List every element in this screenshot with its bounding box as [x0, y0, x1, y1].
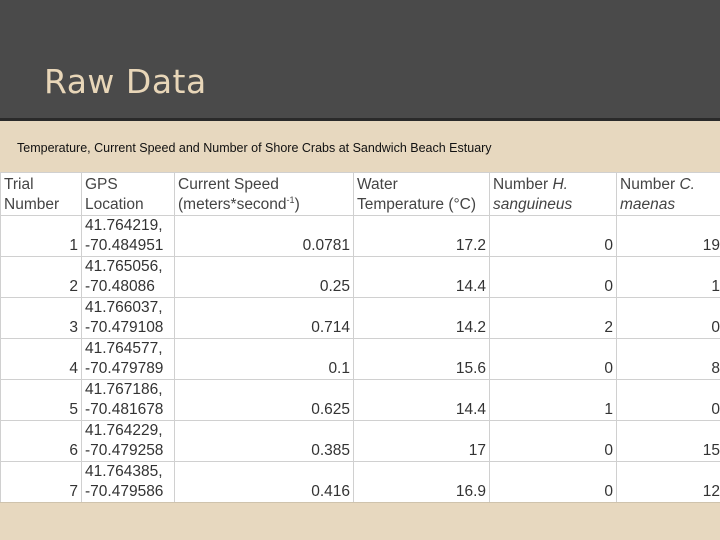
slide-subtitle: Temperature, Current Speed and Number of Shore Crabs at Sandwich Beach Estuary [17, 141, 492, 155]
table-row [1, 421, 720, 462]
cell-gps: 41.764229, -70.479258 [82, 421, 175, 462]
cell-h-sanguineus: 0 [490, 462, 617, 503]
cell-gps: 41.767186, -70.481678 [82, 380, 175, 421]
cell-current-speed: 0.714 [175, 298, 354, 339]
cell-trial: 5 [1, 380, 82, 421]
title-bar [0, 0, 720, 121]
cell-c-maenas: 0 [617, 298, 720, 339]
cell-water-temp: 17 [354, 421, 490, 462]
cell-current-speed: 0.625 [175, 380, 354, 421]
cell-trial: 3 [1, 298, 82, 339]
table-row [1, 462, 720, 503]
cell-c-maenas: 15 [617, 421, 720, 462]
cell-trial: 4 [1, 339, 82, 380]
cell-gps: 41.764219, -70.484951 [82, 216, 175, 257]
cell-current-speed: 0.385 [175, 421, 354, 462]
cell-gps: 41.765056, -70.48086 [82, 257, 175, 298]
cell-current-speed: 0.0781 [175, 216, 354, 257]
cell-h-sanguineus: 2 [490, 298, 617, 339]
cell-h-sanguineus: 1 [490, 380, 617, 421]
raw-data-table [0, 172, 720, 502]
cell-trial: 2 [1, 257, 82, 298]
header-row [1, 173, 720, 216]
cell-trial: 6 [1, 421, 82, 462]
cell-current-speed: 0.1 [175, 339, 354, 380]
cell-gps: 41.764385, -70.479586 [82, 462, 175, 503]
cell-trial: 1 [1, 216, 82, 257]
cell-water-temp: 14.4 [354, 257, 490, 298]
header-water-temperature: Water Temperature (°C) [354, 173, 490, 216]
cell-c-maenas: 12 [617, 462, 720, 503]
cell-current-speed: 0.416 [175, 462, 354, 503]
header-current-speed: Current Speed (meters*second$^{-1}$) [175, 173, 354, 216]
cell-c-maenas: 19 [617, 216, 720, 257]
table-row [1, 339, 720, 380]
header-gps-location: GPS Location [82, 173, 175, 216]
cell-water-temp: 15.6 [354, 339, 490, 380]
cell-trial: 7 [1, 462, 82, 503]
cell-h-sanguineus: 0 [490, 257, 617, 298]
cell-c-maenas: 0 [617, 380, 720, 421]
data-sheet [0, 172, 720, 502]
header-number-c-maenas: Number C. maenas [617, 173, 720, 216]
slide-title: Raw Data [44, 62, 207, 101]
cell-current-speed: 0.25 [175, 257, 354, 298]
cell-water-temp: 14.4 [354, 380, 490, 421]
cell-water-temp: 17.2 [354, 216, 490, 257]
cell-h-sanguineus: 0 [490, 339, 617, 380]
header-number-h-sanguineus: Number H. sanguineus [490, 173, 617, 216]
table-row [1, 380, 720, 421]
cell-water-temp: 14.2 [354, 298, 490, 339]
table-row [1, 298, 720, 339]
header-trial-number: Trial Number [1, 173, 82, 216]
cell-gps: 41.764577, -70.479789 [82, 339, 175, 380]
cell-h-sanguineus: 0 [490, 421, 617, 462]
cell-gps: 41.766037, -70.479108 [82, 298, 175, 339]
footer-band [0, 503, 720, 540]
table-row [1, 216, 720, 257]
cell-water-temp: 16.9 [354, 462, 490, 503]
cell-h-sanguineus: 0 [490, 216, 617, 257]
cell-c-maenas: 8 [617, 339, 720, 380]
table-row [1, 257, 720, 298]
cell-c-maenas: 1 [617, 257, 720, 298]
